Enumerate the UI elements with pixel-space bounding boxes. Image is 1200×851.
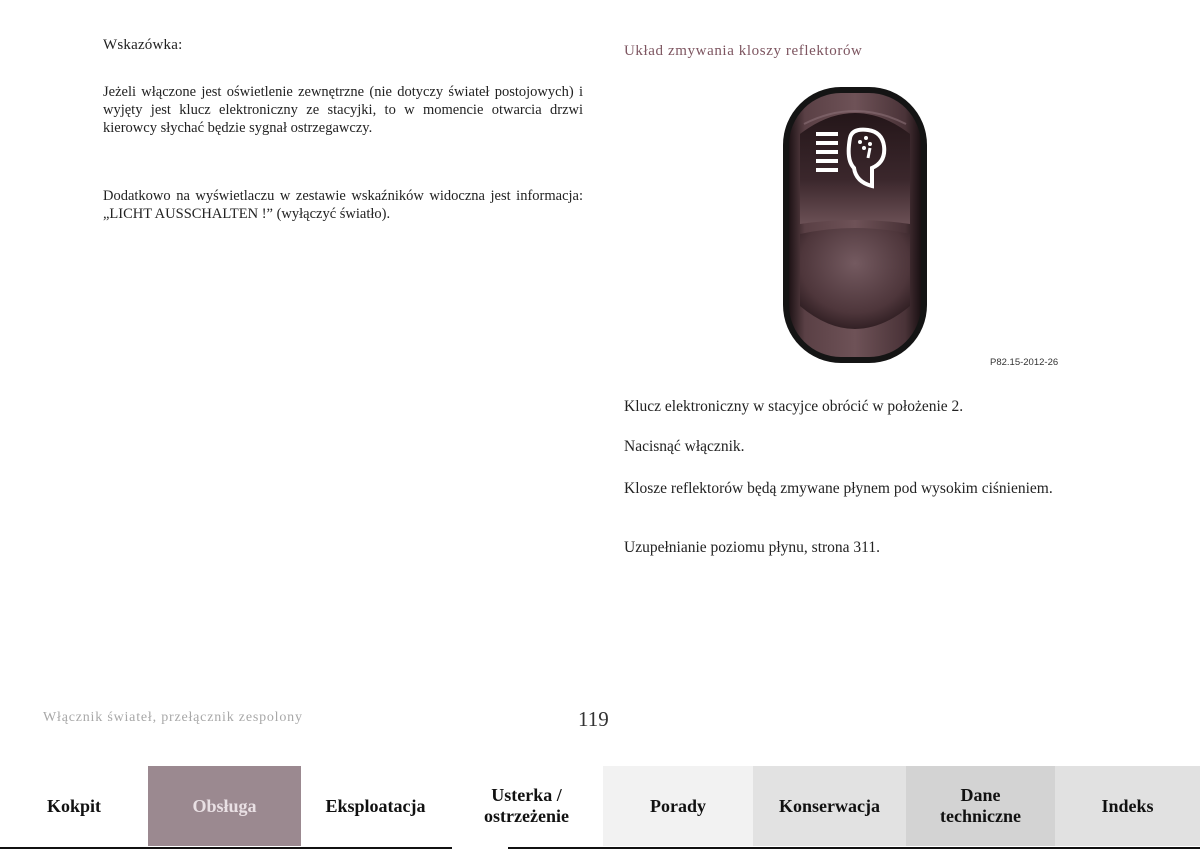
nav-tab-dane-techniczne[interactable] <box>906 766 1055 846</box>
nav-tab-konserwacja[interactable] <box>753 766 906 846</box>
instruction-step: Nacisnąć włącznik. <box>624 438 745 455</box>
headlamp-washer-icon <box>812 124 902 194</box>
figure-code: P82.15-2012-26 <box>990 357 1059 368</box>
page-number: 119 <box>578 707 609 731</box>
nav-tab-eksploatacja[interactable] <box>301 766 450 846</box>
nav-tab-label: Eksploatacja <box>325 795 426 816</box>
chapter-nav-bar <box>0 766 1200 846</box>
nav-tab-usterka-ostrzezenie[interactable] <box>450 766 603 846</box>
nav-tab-label: Kokpit <box>46 795 102 816</box>
instruction-step: Klosze reflektorów będą zmywane płynem pod wysokim ciśnieniem. <box>624 480 1053 497</box>
nav-tab-obsluga[interactable] <box>148 766 301 846</box>
nav-underline <box>508 847 1200 849</box>
nav-tab-label: Porady <box>650 795 706 816</box>
note-paragraph-warning: Jeżeli włączone jest oświetlenie zewnętrzne (nie dotyczy świateł postojowych) i wyjęty jest klucz elektroniczny ze stacyjki, to w momencie otwarcia drzwi kierowcy słychać będzie sygnał ostrzegawczy. <box>103 84 583 136</box>
instruction-step: Klucz elektroniczny w stacyjce obrócić w położenie 2. <box>624 398 964 415</box>
instruction-step-reference: Uzupełnianie poziomu płynu, strona 311. <box>624 539 880 556</box>
nav-tab-porady[interactable] <box>603 766 753 846</box>
nav-tab-indeks[interactable] <box>1055 766 1200 846</box>
nav-tab-label: Indeks <box>1101 795 1154 816</box>
nav-tab-kokpit[interactable] <box>0 766 148 846</box>
footer-section-title: Włącznik świateł, przełącznik zespolony <box>43 710 303 725</box>
headlamp-washer-switch-figure <box>780 84 930 371</box>
section-title: Układ zmywania kloszy reflektorów <box>624 43 863 59</box>
nav-tab-label: Konserwacja <box>779 795 880 816</box>
nav-tab-label: Usterka / ostrzeżenie <box>484 785 569 826</box>
nav-underline <box>0 847 452 849</box>
nav-tab-label: Obsługa <box>192 795 257 816</box>
note-heading: Wskazówka: <box>103 37 183 53</box>
nav-tab-label: Dane techniczne <box>940 785 1021 826</box>
note-paragraph-display: Dodatkowo na wyświetlaczu w zestawie wskaźników widoczna jest informacja: „LICHT AUSSCHALTEN !” (wyłączyć światło). <box>103 188 583 222</box>
